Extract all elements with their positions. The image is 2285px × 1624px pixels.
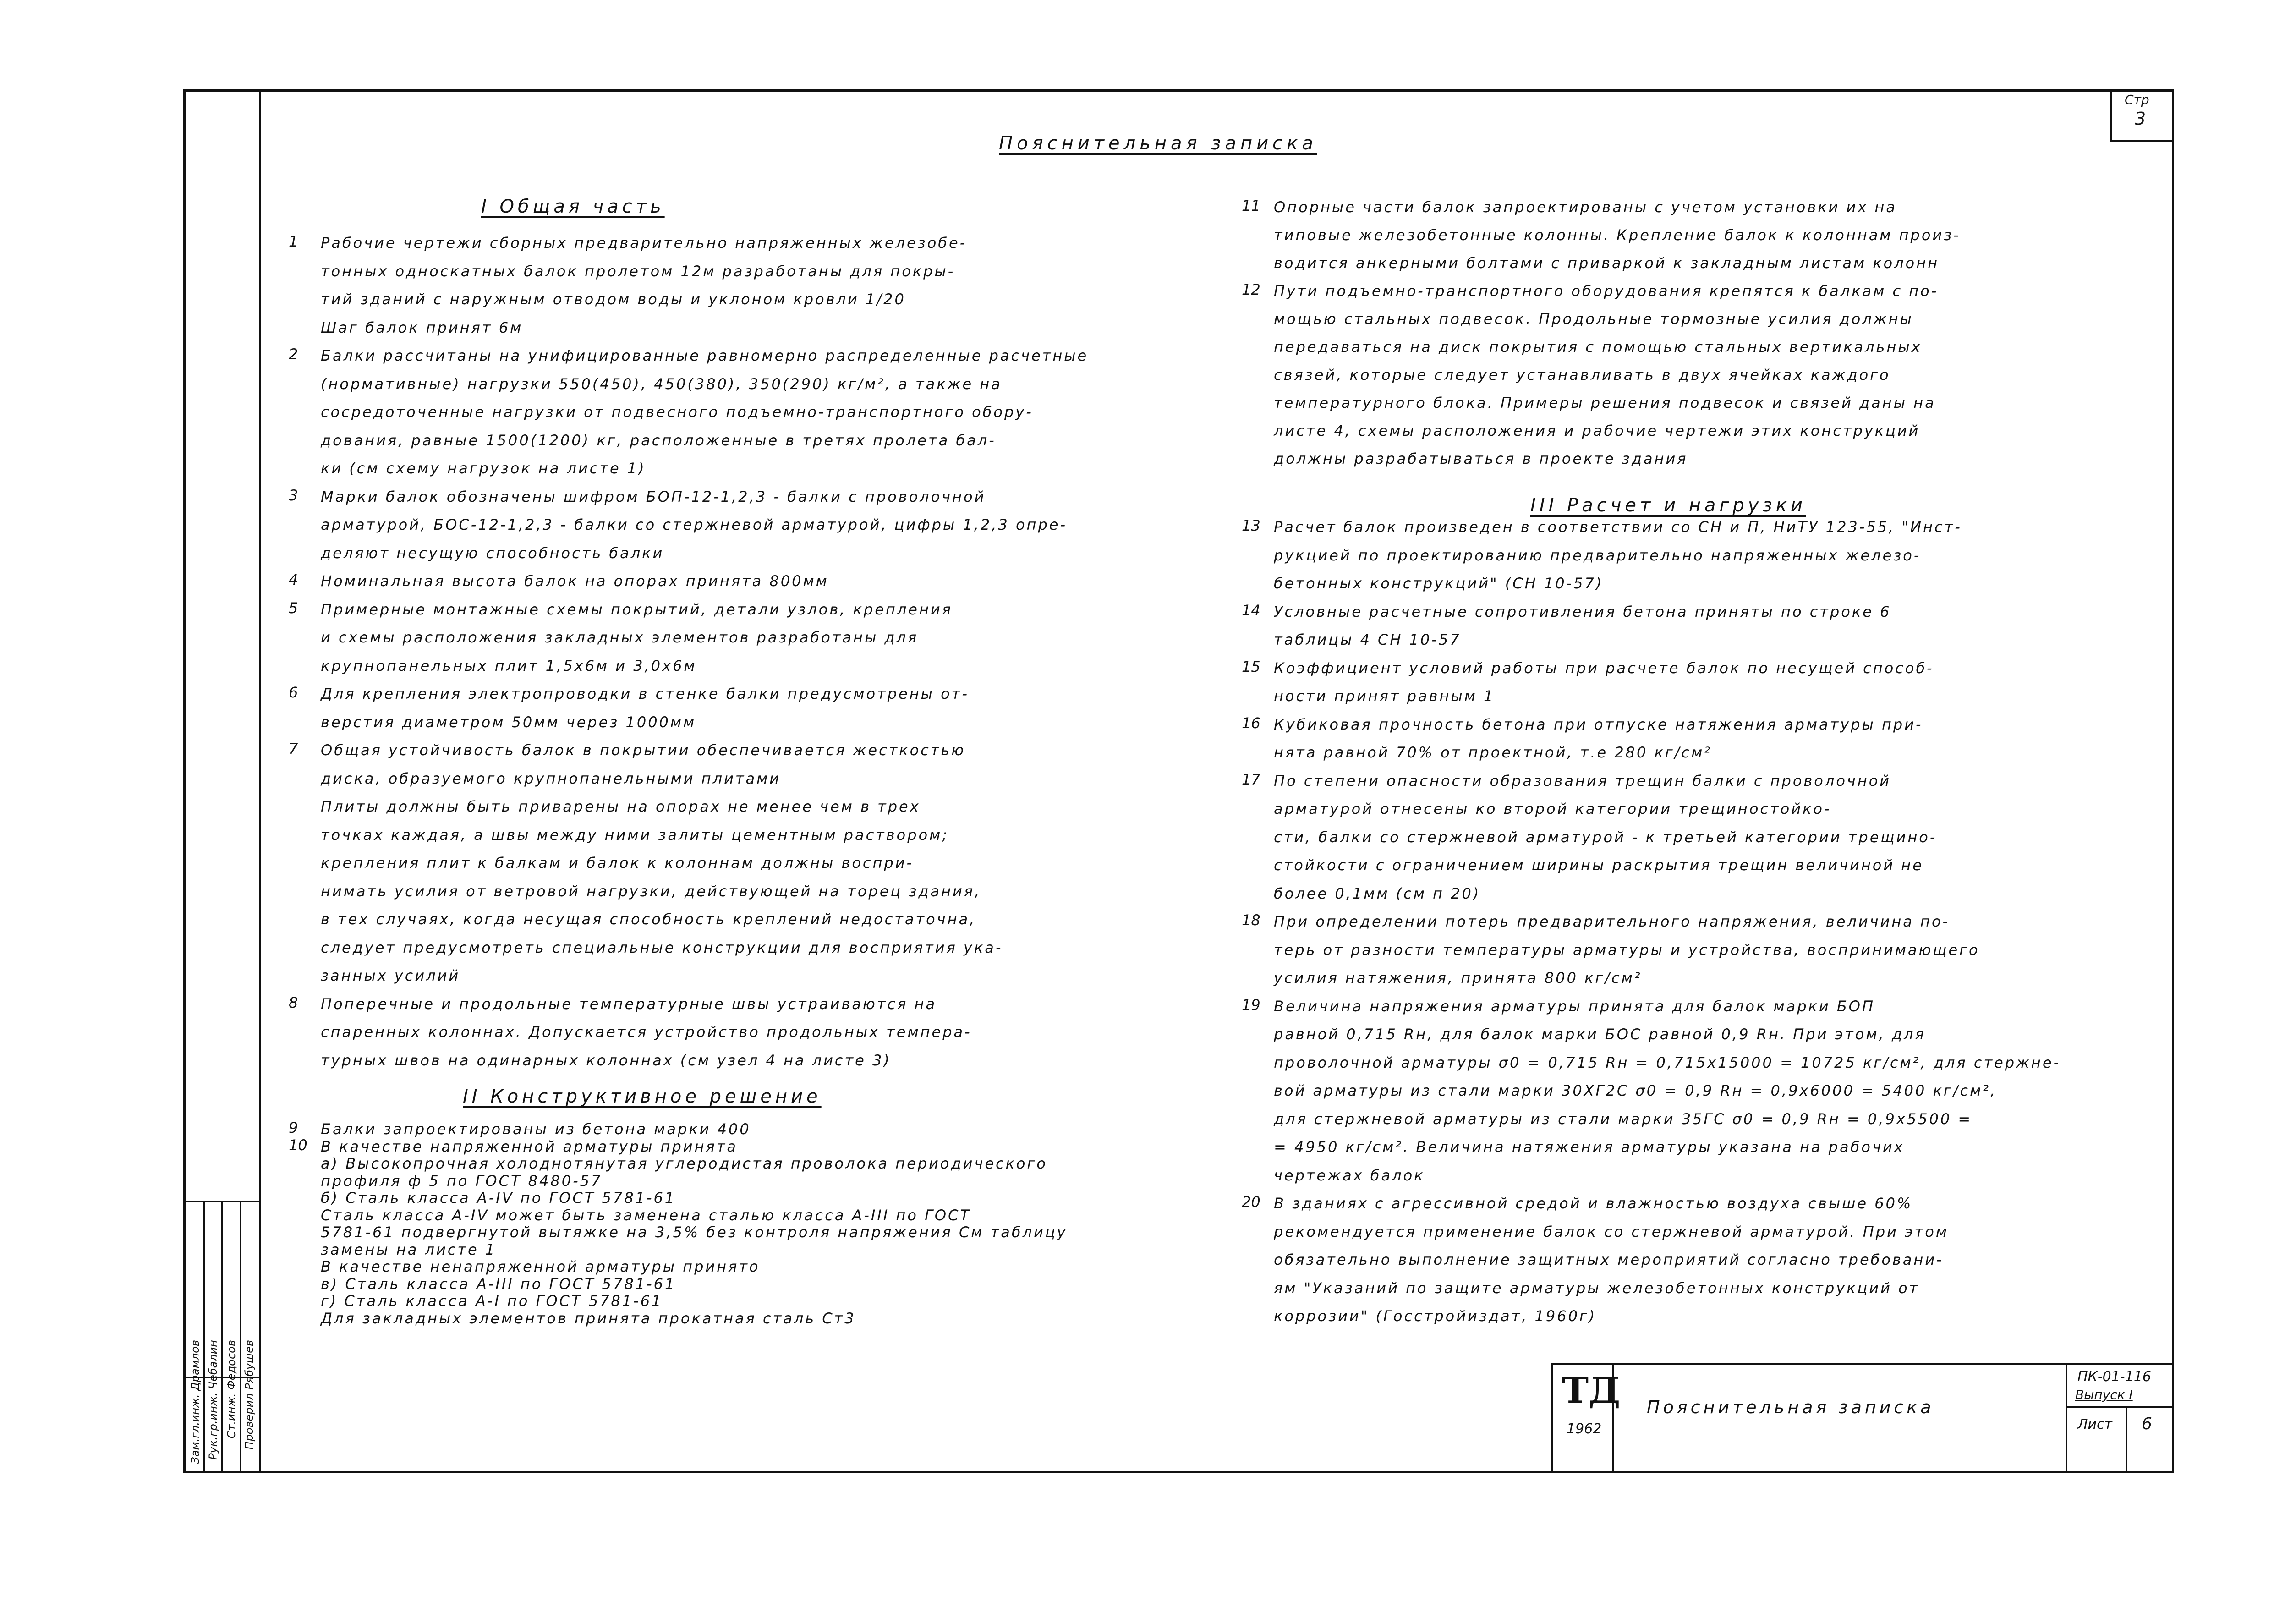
text-line: усилия натяжения, принята 800 кг/см² [1274,969,1642,987]
logo: ТД [1562,1370,1621,1411]
sheet-number: 6 [2142,1415,2152,1433]
text-line: замены на листе 1 [321,1240,497,1258]
text-line: в) Сталь класса А-III по ГОСТ 5781-61 [321,1275,676,1293]
document-code: ПК-01-116 [2077,1369,2151,1385]
text-line: проволочной арматуры σ0 = 0,715 Rн = 0,715х15000 = 10725 кг/см², для стержне- [1274,1053,2061,1071]
text-line: В зданиях с агрессивной средой и влажностью воздуха свыше 60% [1274,1195,1913,1212]
text-line: Для закладных элементов принята прокатная сталь Ст3 [321,1309,856,1327]
text-line: и схемы расположения закладных элементов разработаны для [321,629,919,646]
text-line: обязательно выполнение защитных мероприятий согласно требовани- [1274,1251,1944,1268]
text-line: коррозии" (Госстройиздат, 1960г) [1274,1307,1597,1325]
page-title: Пояснительная записка [999,133,1317,154]
text-line: рекомендуется применение балок со стержневой арматурой. При этом [1274,1223,1949,1240]
text-line: Балки запроектированы из бетона марки 400 [321,1120,751,1138]
title-block-divider [2066,1365,2067,1473]
text-line: бетонных конструкций" (СН 10-57) [1274,575,1604,592]
section-design-heading: II Конструктивное решение [463,1086,822,1107]
frame-binding-line [259,89,261,1473]
item-number: 14 [1242,601,1260,619]
section-calc-heading: III Расчет и нагрузки [1530,495,1806,516]
text-line: таблицы 4 СН 10-57 [1274,631,1461,648]
text-line: более 0,1мм (см п 20) [1274,884,1481,902]
text-line: турных швов на одинарных колоннах (см узел 4 на листе 3) [321,1051,891,1069]
text-line: Шаг балок принят 6м [321,318,523,336]
page-number: 3 [2135,109,2146,129]
text-line: равной 0,715 Rн, для балок марки БОС равной 0,9 Rн. При этом, для [1274,1026,1926,1043]
item-number: 17 [1242,770,1260,788]
text-line: В качестве напряженной арматуры принята [321,1137,738,1155]
item-number: 4 [289,571,298,588]
item-number: 20 [1242,1193,1260,1211]
title-block-divider [2066,1406,2174,1408]
issue-number: Выпуск I [2075,1387,2133,1402]
item-number: 10 [289,1136,307,1154]
frame-top-border [183,89,2174,92]
text-line: тий зданий с наружным отводом воды и уклоном кровли 1/20 [321,291,906,308]
item-number: 12 [1242,281,1260,298]
stamp-row: Проверил Рябушев [243,1340,256,1450]
stamp-row: Рук.гр.инж. Чебалин [207,1340,219,1460]
item-number: 8 [289,993,298,1011]
text-line: стойкости с ограничением ширины раскрытия трещин величиной не [1274,856,1923,874]
text-line: Общая устойчивость балок в покрытии обеспечивается жесткостью [321,741,966,759]
item-number: 6 [289,684,298,701]
title-block-year: 1962 [1567,1421,1602,1437]
text-line: вой арматуры из стали марки 30ХГ2С σ0 = 0,9 Rн = 0,9х6000 = 5400 кг/см², [1274,1082,1997,1099]
stamp-divider [203,1202,205,1473]
text-line: Опорные части балок запроектированы с учетом установки их на [1274,198,1897,216]
item-number: 7 [289,740,298,757]
item-number: 2 [289,346,298,363]
text-line: По степени опасности образования трещин балки с проволочной [1274,772,1891,790]
item-number: 5 [289,599,298,617]
text-line: водится анкерными болтами с приваркой к закладным листам колонн [1274,254,1940,272]
text-line: связей, которые следует устанавливать в двух ячейках каждого [1274,366,1890,384]
text-line: типовые железобетонные колонны. Крепление балок к колоннам произ- [1274,226,1961,244]
text-line: Рабочие чертежи сборных предварительно напряженных железобе- [321,234,967,252]
item-number: 19 [1242,996,1260,1014]
text-line: рукцией по проектированию предварительно напряженных железо- [1274,546,1921,564]
text-line: = 4950 кг/см². Величина натяжения арматуры указана на рабочих [1274,1138,1905,1156]
text-line: арматурой, БОС-12-1,2,3 - балки со стержневой арматурой, цифры 1,2,3 опре- [321,516,1068,533]
text-line: В качестве ненапряженной арматуры принято [321,1258,760,1275]
item-number: 15 [1242,658,1260,675]
text-line: дования, равные 1500(1200) кг, расположенные в третях пролета бал- [321,431,996,449]
text-line: мощью стальных подвесок. Продольные тормозные усилия должны [1274,310,1913,328]
text-line: сосредоточенные нагрузки от подвесного подъемно-транспортного обору- [321,403,1033,421]
text-line: б) Сталь класса А-IV по ГОСТ 5781-61 [321,1189,676,1207]
text-line: крепления плит к балкам и балок к колоннам должны воспри- [321,854,914,872]
text-line: следует предусмотреть специальные конструкции для восприятия ука- [321,938,1003,956]
text-line: ям "Указаний по защите арматуры железобетонных конструкций от [1274,1279,1920,1297]
text-line: сти, балки со стержневой арматурой - к третьей категории трещино- [1274,828,1937,846]
title-block-divider [2126,1406,2127,1473]
text-line: арматурой отнесены ко второй категории трещиностойко- [1274,800,1831,817]
text-line: г) Сталь класса А-I по ГОСТ 5781-61 [321,1292,663,1310]
stamp-row: Зам.гл.инж. Драмлов [189,1340,202,1464]
text-line: Примерные монтажные схемы покрытий, детали узлов, крепления [321,600,953,618]
text-line: 5781-61 подвергнутой вытяжке на 3,5% без контроля напряжения См таблицу [321,1223,1068,1241]
item-number: 3 [289,486,298,504]
stamp-divider [221,1202,223,1473]
text-line: нята равной 70% от проектной, т.е 280 кг/см² [1274,744,1712,761]
page-number-box [2110,89,2174,142]
text-line: Расчет балок произведен в соответствии со СН и П, НиТУ 123-55, "Инст- [1274,518,1962,536]
text-line: (нормативные) нагрузки 550(450), 450(380), 350(290) кг/м², а также на [321,375,1002,393]
text-line: Поперечные и продольные температурные швы устраиваются на [321,995,937,1013]
text-line: занных усилий [321,967,460,984]
title-block [1551,1363,2174,1473]
sheet-label: Лист [2077,1416,2113,1432]
text-line: Плиты должны быть приварены на опорах не менее чем в трех [321,798,921,815]
item-number: 11 [1242,197,1260,214]
text-line: в тех случаях, когда несущая способность креплений недостаточна, [321,911,976,928]
text-line: терь от разности температуры арматуры и устройства, воспринимающего [1274,941,1980,959]
text-line: точках каждая, а швы между ними залиты цементным раствором; [321,826,949,844]
text-line: нимать усилия от ветровой нагрузки, действующей на торец здания, [321,882,981,900]
item-number: 13 [1242,517,1260,534]
text-line: для стержневой арматуры из стали марки 35ГС σ0 = 0,9 Rн = 0,9х5500 = [1274,1110,1973,1128]
text-line: ности принят равным 1 [1274,687,1495,705]
text-line: При определении потерь предварительного напряжения, величина по- [1274,913,1950,930]
text-line: Сталь класса А-IV может быть заменена сталью класса А-III по ГОСТ [321,1206,971,1224]
approval-stamp [186,1201,259,1473]
text-line: крупнопанельных плит 1,5х6м и 3,0х6м [321,657,697,675]
text-line: листе 4, схемы расположения и рабочие чертежи этих конструкций [1274,422,1920,439]
text-line: деляют несущую способность балки [321,544,664,562]
item-number: 16 [1242,714,1260,732]
text-line: верстия диаметром 50мм через 1000мм [321,713,696,731]
text-line: Для крепления электропроводки в стенке балки предусмотрены от- [321,685,969,702]
section-general-heading: I Общая часть [481,196,665,217]
text-line: Балки рассчитаны на унифицированные равномерно распределенные расчетные [321,347,1089,364]
text-line: ки (см схему нагрузок на листе 1) [321,460,646,477]
text-line: спаренных колоннах. Допускается устройство продольных темпера- [321,1023,972,1041]
frame-right-border [2172,89,2174,1473]
text-line: диска, образуемого крупнопанельными плитами [321,769,781,787]
stamp-row: Ст.инж. Федосов [225,1340,238,1439]
text-line: тонных односкатных балок пролетом 12м разработаны для покры- [321,262,955,280]
page-label: Стр [2125,92,2149,107]
text-line: чертежах балок [1274,1166,1425,1184]
item-number: 1 [289,233,298,250]
text-line: Кубиковая прочность бетона при отпуске натяжения арматуры при- [1274,715,1923,733]
text-line: Величина напряжения арматуры принята для балок марки БОП [1274,997,1875,1015]
item-number: 9 [289,1119,298,1136]
text-line: Пути подъемно-транспортного оборудования крепятся к балкам с по- [1274,282,1939,300]
text-line: Марки балок обозначены шифром БОП-12-1,2,3 - балки с проволочной [321,488,986,505]
text-line: Номинальная высота балок на опорах принята 800мм [321,572,829,590]
text-line: а) Высокопрочная холоднотянутая углеродистая проволока периодического [321,1155,1047,1172]
text-line: Коэффициент условий работы при расчете балок по несущей способ- [1274,659,1934,677]
text-line: должны разрабатываться в проекте здания [1274,450,1688,467]
title-block-title: Пояснительная записка [1647,1397,1934,1417]
text-line: Условные расчетные сопротивления бетона приняты по строке 6 [1274,603,1891,620]
text-line: профиля ф 5 по ГОСТ 8480-57 [321,1172,603,1190]
item-number: 18 [1242,911,1260,929]
text-line: передаваться на диск покрытия с помощью стальных вертикальных [1274,338,1922,356]
text-line: температурного блока. Примеры решения подвесок и связей даны на [1274,394,1936,411]
stamp-divider [240,1202,241,1473]
